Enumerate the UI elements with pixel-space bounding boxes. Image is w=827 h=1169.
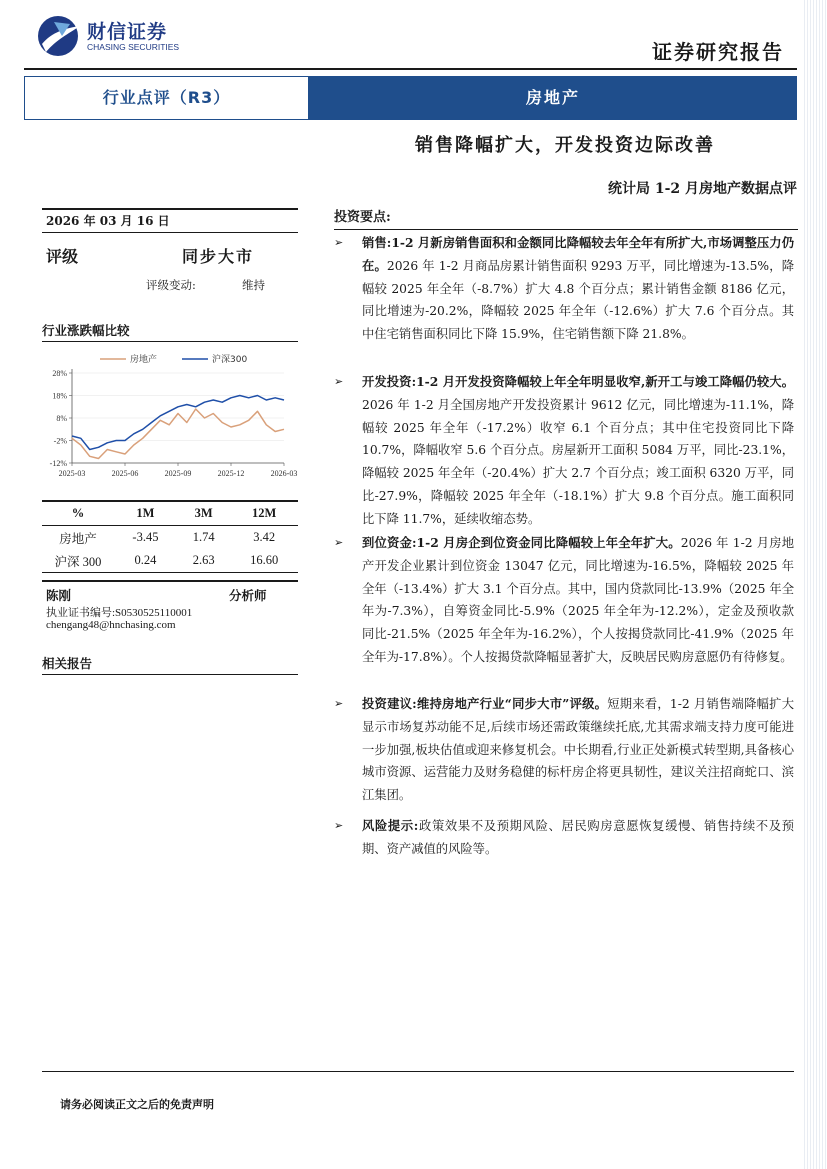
table-cell: 1.74: [192, 530, 215, 544]
arrow-bullet-icon: ➢: [334, 375, 344, 388]
analyst-email[interactable]: chengang48@hnchasing.com: [46, 619, 176, 631]
performance-chart-svg: [42, 343, 298, 493]
table-cell: 沪深 300: [54, 554, 102, 569]
legend-label: 房地产: [130, 355, 158, 365]
x-tick-label: 2025-03: [58, 469, 86, 478]
key-point-head: 开发投资:1-2 月开发投资降幅较上年全年明显收窄,新开工与竣工降幅仍较大。: [362, 374, 794, 389]
table-cell: 3.42: [253, 530, 276, 544]
brand-name-en: CHASING SECURITIES: [87, 42, 180, 52]
table-header-row: [42, 502, 298, 526]
brand-logo: [36, 14, 186, 62]
table-cell: -3.45: [132, 530, 159, 544]
analyst-block: [42, 580, 298, 631]
report-category-banner: 行业点评（R3）: [24, 76, 309, 120]
table-cell: 房地产: [59, 531, 97, 546]
related-reports-title: 相关报告: [42, 655, 298, 675]
x-tick-label: 2026-03: [270, 469, 298, 478]
header-rule: [24, 68, 797, 70]
logo-mark-icon: [36, 14, 84, 58]
report-headline: 销售降幅扩大，开发投资边际改善: [415, 135, 715, 156]
key-point-recommendation: [334, 693, 794, 807]
y-tick-label: 18%: [52, 391, 67, 401]
key-points-title: 投资要点:: [334, 209, 798, 230]
rating-value: 同步大市: [182, 247, 255, 266]
table-row: [42, 549, 298, 572]
key-point-body: 2026 年 1-2 月全国房地产开发投资累计 9612 亿元，同比增速为-11.1%，降幅较 2025 年全年（-17.2%）收窄 6.1 个百分点；其中住宅投资同比下降 10.7%，降幅收窄 5.6 个百分点。房屋新开工面积 5084 万平，同比-23.1%，降幅较 2025 年全年（-20.4%）扩大 2.7 个百分点；竣工面积 6320 万平，同比-27.9%，降幅较 2025 年全年（-18.1%）扩大 9.8 个百分点。施工面积同比下降 11.7%，延续收缩态势。: [362, 397, 794, 526]
brand-name-cn: 财信证券: [87, 21, 168, 43]
series-line-房地产: [72, 409, 284, 459]
x-tick-label: 2025-09: [164, 469, 192, 478]
analyst-name: 陈刚: [46, 588, 72, 603]
rating-change-row: [42, 277, 298, 295]
key-point-sales: [334, 232, 794, 346]
report-subtitle: 统计局 1-2 月房地产数据点评: [607, 181, 797, 197]
key-point-head: 投资建议:维持房地产行业“同步大市”评级。: [362, 696, 608, 711]
arrow-bullet-icon: ➢: [334, 819, 344, 832]
table-header: 1M: [114, 502, 177, 526]
series-line-沪深300: [72, 396, 284, 450]
y-tick-label: -2%: [53, 436, 67, 446]
performance-table: [42, 500, 298, 573]
y-tick-label: 8%: [56, 414, 67, 423]
key-point-investment: [334, 371, 794, 531]
rating-row: [42, 244, 298, 268]
table-header: 12M: [230, 502, 298, 526]
x-tick-label: 2025-06: [111, 469, 139, 478]
table-header: %: [42, 502, 114, 526]
table-header: 3M: [177, 502, 231, 526]
y-tick-label: -12%: [49, 459, 67, 468]
key-point-body: 短期来看，1-2 月销售端降幅扩大显示市场复苏动能不足,后续市场还需政策继续托底,尤其需求端支持力度可能进一步加强,板块估值或迎来修复机会。中长期看,行业正处新模式转型期,具备核心城市资源、运营能力及财务稳健的标杆房企将更具韧性，建议关注招商蛇口、滨江集团。: [362, 697, 794, 803]
table-cell: 2.63: [192, 553, 215, 567]
key-point-head: 风险提示:: [362, 818, 419, 833]
right-edge-stripe: [804, 0, 827, 1169]
footer-rule: [42, 1071, 794, 1072]
key-point-body: 政策效果不及预期风险、居民购房意愿恢复缓慢、销售持续不及预期、资产减值的风险等。: [362, 819, 794, 856]
chart-section-title: 行业涨跌幅比较: [42, 322, 298, 342]
analyst-role: 分析师: [229, 588, 267, 603]
key-point-head: 销售:1-2 月新房销售面积和金额同比降幅较去年全年有所扩大,市场调整压力仍在。: [362, 235, 794, 273]
performance-chart: [42, 343, 298, 493]
disclaimer-note[interactable]: 请务必阅读正文之后的免责声明: [60, 1098, 214, 1111]
key-point-funding: [334, 532, 794, 669]
arrow-bullet-icon: ➢: [334, 236, 344, 249]
y-tick-label: 28%: [52, 369, 67, 378]
table-row: [42, 526, 298, 550]
sector-banner: 房地产: [309, 76, 797, 120]
table-cell: 16.60: [250, 553, 279, 567]
arrow-bullet-icon: ➢: [334, 536, 344, 549]
key-point-risk: [334, 815, 794, 861]
rating-label: 评级: [46, 247, 79, 266]
x-tick-label: 2025-12: [217, 469, 245, 478]
rating-change-label: 评级变动:: [146, 278, 196, 292]
analyst-license: 执业证书编号:S0530525110001: [46, 607, 193, 619]
key-point-body: 2026 年 1-2 月房地产开发企业累计到位资金 13047 亿元，同比增速为-16.5%，降幅较 2025 年全年（-13.4%）扩大 3.1 个百分点。其中，国内贷款同比-13.9%（2025 年全年为-7.3%），自筹资金同比-5.9%（2025 年全年为-12.2%），定金及预收款同比-21.5%（2025 年全年为-16.2%），个人按揭贷款同比-41.9%（2025 年全年为-17.8%）。个人按揭贷款降幅显著扩大，反映居民购房意愿仍有待修复。: [362, 536, 794, 664]
table-cell: 0.24: [134, 553, 157, 567]
arrow-bullet-icon: ➢: [334, 697, 344, 710]
report-date: 2026 年 03 月 16 日: [42, 208, 298, 233]
key-point-head: 到位资金:1-2 月房企到位资金同比降幅较上年全年扩大。: [362, 535, 681, 550]
doc-type-label: 证券研究报告: [652, 40, 784, 64]
key-point-body: 2026 年 1-2 月商品房累计销售面积 9293 万平，同比增速为-13.5%，降幅较 2025 年全年（-8.7%）扩大 4.8 个百分点；累计销售金额 8186 亿元，同比增速为-20.2%，降幅较 2025 年全年（-12.6%）扩大 7.6 个百分点。其中住宅销售面积同比下降 15.9%，住宅销售额下降 21.8%。: [362, 258, 794, 342]
legend-label: 沪深300: [212, 355, 248, 365]
rating-change-value: 维持: [242, 278, 265, 292]
